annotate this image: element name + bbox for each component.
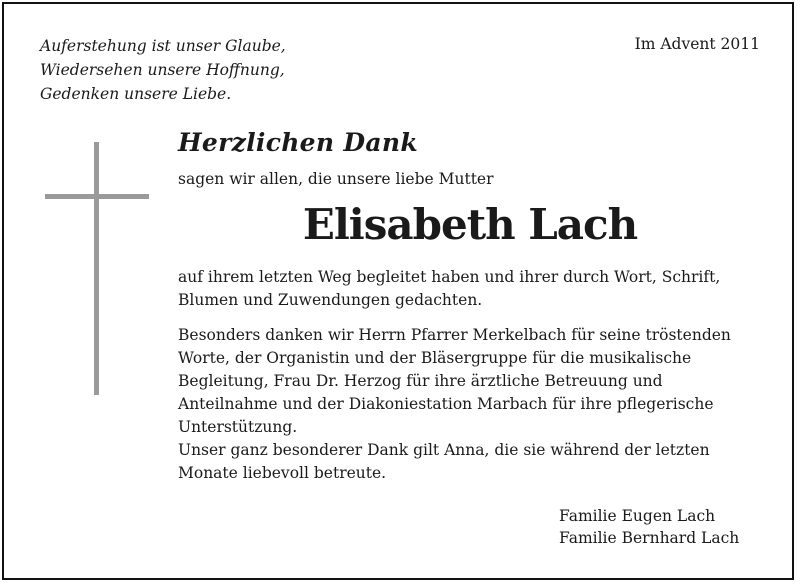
paragraph-line: auf ihrem letzten Weg begleitet haben und ihrer durch Wort, Schrift, — [178, 268, 721, 286]
cross-horizontal-bar — [45, 194, 149, 199]
paragraph-line: Unterstützung. — [178, 418, 298, 436]
paragraph-line: Anteilnahme und der Diakoniestation Marbach für ihre pflegerische — [178, 395, 714, 413]
paragraph-2 — [178, 324, 731, 485]
paragraph-line: Monate liebevoll betreute. — [178, 464, 387, 482]
motto-line: Gedenken unsere Liebe. — [40, 85, 232, 103]
deceased-name: Elisabeth Lach — [302, 200, 638, 249]
heading: Herzlichen Dank — [178, 128, 418, 157]
paragraph-line: Begleitung, Frau Dr. Herzog für ihre ärztliche Betreuung und — [178, 372, 663, 390]
motto-line: Wiedersehen unsere Hoffnung, — [40, 61, 285, 79]
motto-line: Auferstehung ist unser Glaube, — [40, 37, 286, 55]
signature-line: Familie Eugen Lach — [559, 507, 716, 525]
cross-vertical-bar — [94, 142, 99, 395]
paragraph-line: Besonders danken wir Herrn Pfarrer Merkelbach für seine tröstenden — [178, 326, 731, 344]
paragraph-line: Blumen und Zuwendungen gedachten. — [178, 291, 483, 309]
date-text: Im Advent 2011 — [634, 35, 760, 53]
paragraph-line: Unser ganz besonderer Dank gilt Anna, die sie während der letzten — [178, 441, 710, 459]
paragraph-1 — [178, 266, 720, 312]
signature-line: Familie Bernhard Lach — [559, 529, 740, 547]
signature-block — [559, 505, 739, 549]
subline: sagen wir allen, die unsere liebe Mutter — [178, 170, 494, 188]
paragraph-line: Worte, der Organistin und der Bläsergruppe für die musikalische — [178, 349, 692, 367]
motto — [40, 34, 286, 106]
